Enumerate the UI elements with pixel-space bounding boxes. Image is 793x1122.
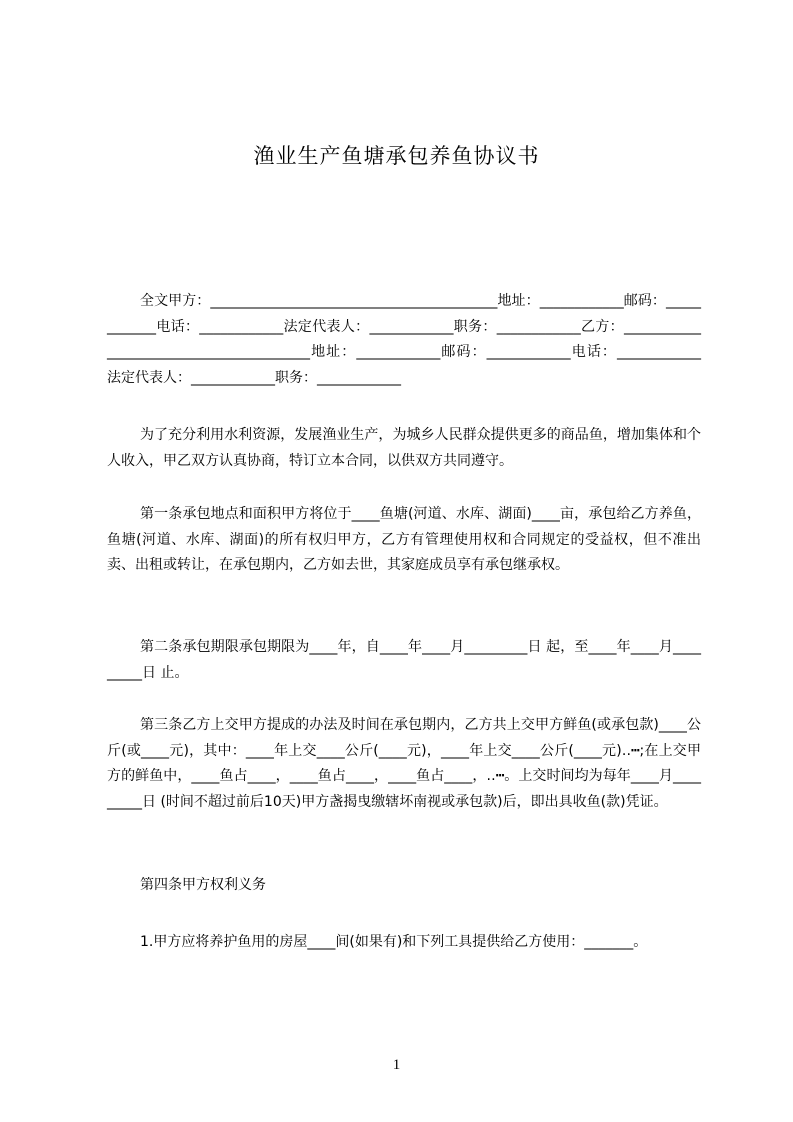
preamble-paragraph: 为了充分利用水利资源，发展渔业生产，为城乡人民群众提供更多的商品鱼，增加集体和个人收入，甲乙双方认真协商，特订立本合同，以供双方共同遵守。 <box>107 427 701 469</box>
party-info-paragraph: 全文甲方：_________________________________________地址：____________邮码：____________电话：____________法定代表人：____________职务：____________乙方：________________________________________地址：____________邮码：____________电话：____________法定代表人：____________职务：____________ <box>107 293 701 386</box>
article-2-paragraph: 第二条承包期限承包期限为____年，自____年____月_________日 起，至____年____月_________日 止。 <box>107 639 701 681</box>
article-3-paragraph: 第三条乙方上交甲方提成的办法及时间在承包期内，乙方共上交甲方鲜鱼(或承包款)____公斤(或____元)，其中：____年上交____公斤(____元)，____年上交____公斤(____元)‥┅;在上交甲方的鲜鱼中，____鱼占____，____鱼占____，____鱼占____，‥┅。上交时间均为每年____月_________日 (时间不超过前后10天)甲方盏揭曳缴辖坏南视或承包款)后，即出具收鱼(款)凭证。 <box>107 717 701 810</box>
article-4-item-1: 1.甲方应将养护鱼用的房屋____间(如果有)和下列工具提供给乙方使用：_______。 <box>140 934 648 950</box>
document-title: 渔业生产鱼塘承包养鱼协议书 <box>253 144 540 168</box>
article-1-paragraph: 第一条承包地点和面积甲方将位于____鱼塘(河道、水库、湖面)____亩，承包给乙方养鱼，鱼塘(河道、水库、湖面)的所有权归甲方，乙方有管理使用权和合同规定的受益权，但不准出卖、出租或转让，在承包期内，乙方如去世，其家庭成员享有承包继承权。 <box>107 506 701 573</box>
page-number: 1 <box>392 1057 401 1073</box>
article-4-heading: 第四条甲方权利义务 <box>140 877 266 893</box>
